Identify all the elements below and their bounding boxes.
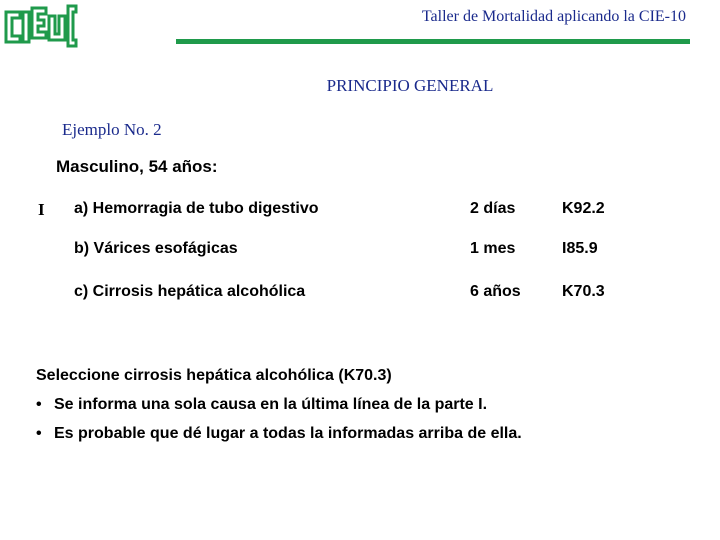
bullet-text: Es probable que dé lugar a todas la informadas arriba de ella. bbox=[54, 425, 522, 442]
bullet-icon: • bbox=[36, 425, 42, 442]
cieuce-logo bbox=[2, 2, 78, 52]
header-divider bbox=[176, 39, 690, 44]
cause-text: a) Hemorragia de tubo digestivo bbox=[74, 200, 319, 217]
bullet-text: Se informa una sola causa en la última línea de la parte I. bbox=[54, 396, 488, 413]
bullet-icon: • bbox=[36, 396, 42, 413]
icd-code: I85.9 bbox=[562, 240, 598, 257]
header-title: Taller de Mortalidad aplicando la CIE-10 bbox=[421, 8, 686, 25]
certificate-row bbox=[74, 240, 694, 264]
icd-code: K92.2 bbox=[562, 200, 605, 217]
conclusion-block bbox=[36, 361, 696, 448]
patient-description: Masculino, 54 años: bbox=[56, 157, 218, 176]
interval-text: 2 días bbox=[470, 200, 516, 217]
certificate-row bbox=[74, 283, 694, 307]
example-label: Ejemplo No. 2 bbox=[62, 120, 162, 139]
section-title: PRINCIPIO GENERAL bbox=[326, 76, 494, 95]
icd-code: K70.3 bbox=[562, 283, 605, 300]
conclusion-bullet bbox=[36, 390, 696, 419]
conclusion-heading: Seleccione cirrosis hepática alcohólica (K70.3) bbox=[36, 367, 392, 384]
interval-text: 1 mes bbox=[470, 240, 516, 257]
conclusion-bullet bbox=[36, 419, 696, 448]
cause-text: c) Cirrosis hepática alcohólica bbox=[74, 283, 306, 300]
certificate-row bbox=[74, 200, 694, 224]
interval-text: 6 años bbox=[470, 283, 521, 300]
cause-text: b) Várices esofágicas bbox=[74, 240, 238, 257]
certificate-part-label: I bbox=[38, 200, 45, 219]
